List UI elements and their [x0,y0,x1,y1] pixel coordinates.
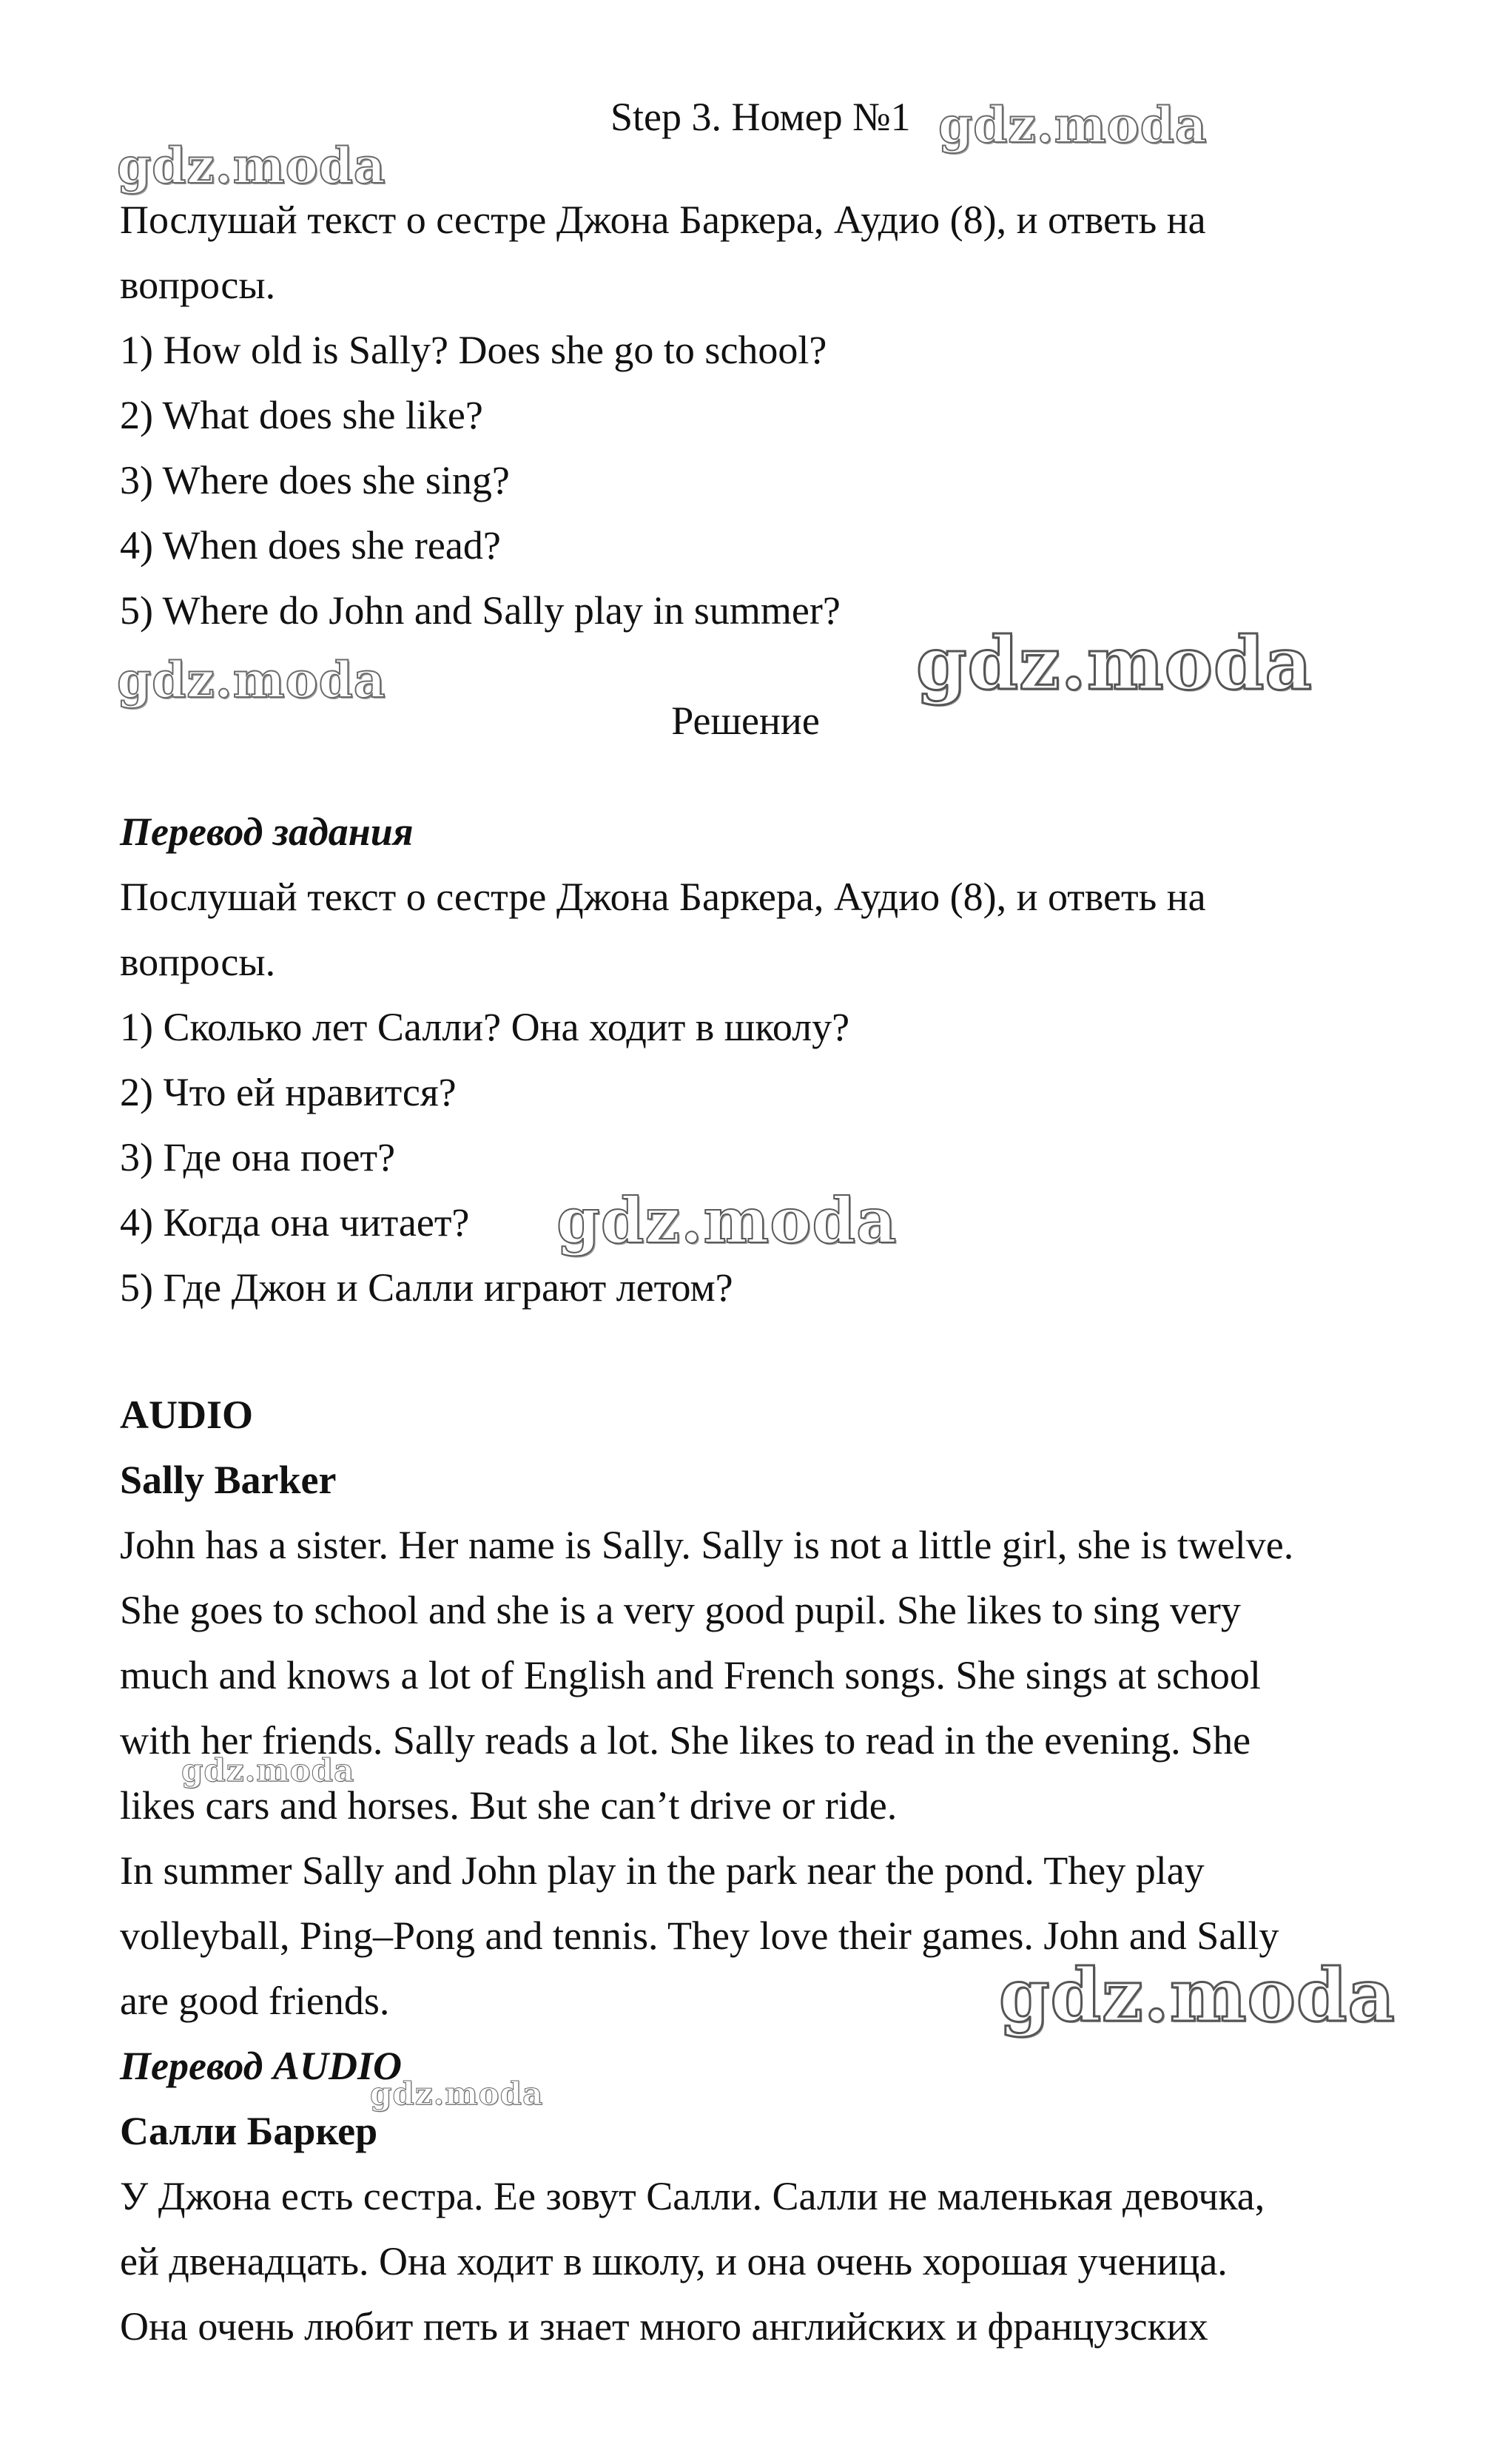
translation-question-2: 2) Что ей нравится? [120,1070,457,1114]
watermark-logo: gdz.moda [117,137,386,195]
watermark-logo: gdz.moda [938,96,1208,154]
audio-line-8: are good friends. [120,1979,390,2023]
audio-line-2: She goes to school and she is a very good pupil. She likes to sing very [120,1588,1241,1632]
audio-heading: AUDIO [120,1393,254,1437]
translation-question-3: 3) Где она поет? [120,1135,396,1179]
audio-line-5: likes cars and horses. But she can’t drive or ride. [120,1783,898,1828]
translation-heading: Перевод задания [120,809,414,854]
audio-line-4: with her friends. Sally reads a lot. She likes to read in the evening. She [120,1718,1251,1763]
task-question-5: 5) Where do John and Sally play in summer? [120,588,841,633]
watermark-logo: gdz.moda [117,651,386,709]
audio-line-6: In summer Sally and John play in the park near the pond. They play [120,1848,1205,1893]
audio-translation-line-2: ей двенадцать. Она ходит в школу, и она очень хорошая ученица. [120,2239,1228,2283]
translation-question-4: 4) Когда она читает? [120,1200,470,1245]
solution-label: Решение [671,699,820,743]
watermark-logo: gdz.moda [916,622,1313,707]
task-instruction-line1: Послушай текст о сестре Джона Баркера, Аудио (8), и ответь на [120,198,1206,242]
audio-line-1: John has a sister. Her name is Sally. Sally is not a little girl, she is twelve. [120,1523,1294,1567]
audio-line-7: volleyball, Ping–Pong and tennis. They love their games. John and Sally [120,1913,1279,1958]
audio-subheading: Sally Barker [120,1458,337,1502]
audio-translation-line-1: У Джона есть сестра. Ее зовут Салли. Салли не маленькая девочка, [120,2174,1265,2218]
audio-translation-heading: Перевод AUDIO [120,2044,402,2088]
audio-translation-subheading: Салли Баркер [120,2109,378,2153]
audio-translation-line-3: Она очень любит петь и знает много английских и французских [120,2304,1208,2349]
watermark-logo: gdz.moda [370,2076,544,2112]
audio-line-3: much and knows a lot of English and French songs. She sings at school [120,1653,1261,1697]
watermark-logo: gdz.moda [999,1953,1396,2039]
task-question-3: 3) Where does she sing? [120,458,510,502]
task-question-1: 1) How old is Sally? Does she go to school? [120,328,827,372]
page-title: Step 3. Номер №1 [610,95,911,139]
task-question-4: 4) When does she read? [120,523,501,568]
task-question-2: 2) What does she like? [120,393,483,437]
watermark-logo: gdz.moda [556,1184,898,1257]
task-instruction-line2: вопросы. [120,263,276,307]
watermark-logo: gdz.moda [181,1752,355,1788]
translation-instruction-line1: Послушай текст о сестре Джона Баркера, Аудио (8), и ответь на [120,875,1206,919]
translation-instruction-line2: вопросы. [120,940,276,984]
translation-question-5: 5) Где Джон и Салли играют летом? [120,1265,733,1310]
translation-question-1: 1) Сколько лет Салли? Она ходит в школу? [120,1005,850,1049]
